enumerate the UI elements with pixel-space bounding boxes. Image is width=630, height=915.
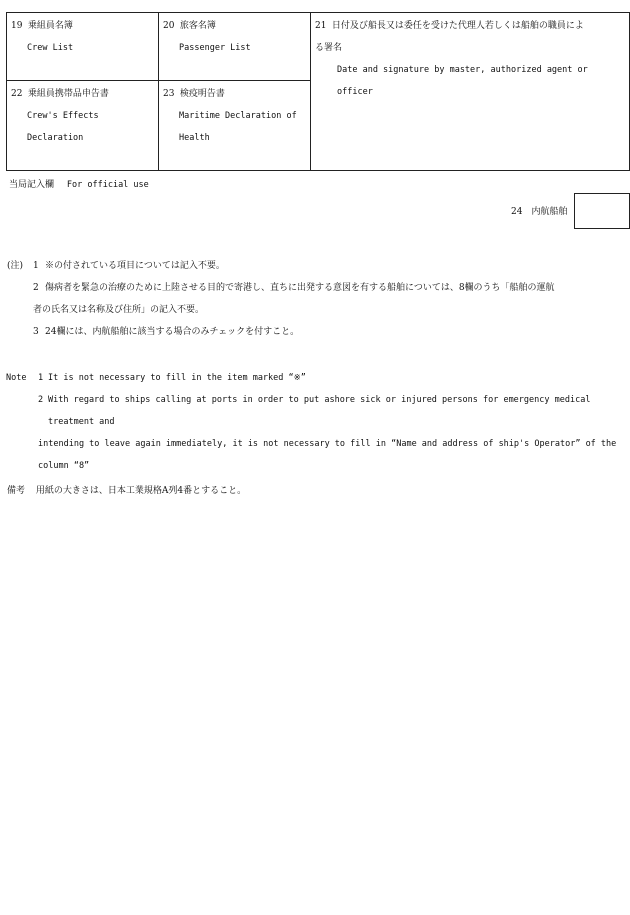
note-number: 2 — [33, 283, 39, 293]
note-number: 1 — [38, 373, 44, 383]
cell-crew-list — [7, 13, 159, 81]
notes-label: Note — [6, 373, 27, 383]
note-item — [7, 277, 627, 299]
note-item — [6, 367, 626, 389]
note-item — [7, 321, 627, 343]
item-label-jp: 乗組員携帯品申告書 — [27, 89, 109, 99]
official-use-label — [9, 177, 149, 190]
note-text: ※の付されている項目については記入不要。 — [45, 261, 225, 271]
domestic-ship-label: 24 内航船舶 — [511, 207, 568, 217]
item-label-jp: 旅客名簿 — [179, 21, 216, 31]
note-item-continued — [6, 455, 626, 477]
notes-japanese — [7, 255, 627, 343]
note-number: 2 — [38, 395, 44, 405]
notes-english — [6, 367, 626, 477]
note-text: 24欄には、内航船舶に該当する場合のみチェックを付すこと。 — [45, 327, 300, 337]
official-use-en: For official use — [66, 180, 149, 190]
remarks-text: 用紙の大きさは、日本工業規格A列4番とすること。 — [35, 486, 247, 496]
remarks-label: 備考 — [7, 486, 26, 496]
item-number: 19 — [11, 21, 23, 31]
cell-signature[interactable] — [311, 13, 629, 170]
note-item — [7, 255, 627, 277]
note-item-continued — [6, 433, 626, 455]
official-use-jp: 当局記入欄 — [9, 180, 55, 190]
item-number: 20 — [163, 21, 175, 31]
domestic-ship-checkbox[interactable] — [574, 193, 630, 229]
cell-passenger-list — [159, 13, 311, 81]
note-text: 者の氏名又は名称及び住所」の記入不要。 — [33, 305, 205, 315]
remarks — [7, 483, 246, 496]
item-label-en: Crew's Effects Declaration — [27, 111, 99, 143]
note-text: intending to leave again immediately, it is not necessary to fill in “Name and address of ship's Operator” of the — [38, 439, 617, 449]
notes-label: (注) — [7, 261, 24, 271]
cell-maritime-health — [159, 81, 311, 170]
item-label-en: Date and signature by master, authorized agent or officer — [337, 65, 588, 97]
item-number: 23 — [163, 89, 175, 99]
note-item — [6, 389, 626, 433]
cell-crew-effects — [7, 81, 159, 170]
note-text: column “8” — [38, 461, 90, 471]
item-number: 22 — [11, 89, 23, 99]
item-number: 21 — [315, 21, 327, 31]
item-label-en: Crew List — [27, 43, 74, 53]
note-number: 3 — [33, 327, 39, 337]
document-checklist-table — [6, 12, 630, 171]
item-label-en-continued: Health — [179, 133, 210, 143]
note-text: 傷病者を緊急の治療のために上陸させる目的で寄港し、直ちに出発する意図を有する船舶については、8欄のうち「船舶の運航 — [45, 283, 555, 293]
item-label-jp-continued: る署名 — [315, 43, 343, 53]
item-label-en: Passenger List — [179, 43, 251, 53]
note-text: With regard to ships calling at ports in order to put ashore sick or injured persons for emergency medical treatment and — [48, 395, 591, 427]
item-label-en: Maritime Declaration of — [179, 111, 297, 121]
note-item-continued — [7, 299, 627, 321]
item-label-jp: 検疫明告書 — [179, 89, 225, 99]
item-label-jp: 日付及び船長又は委任を受けた代理人若しくは船舶の職員によ — [331, 21, 584, 31]
note-number: 1 — [33, 261, 39, 271]
note-text: It is not necessary to fill in the item marked “※” — [48, 373, 306, 383]
item-label-jp: 乗組員名簿 — [27, 21, 73, 31]
